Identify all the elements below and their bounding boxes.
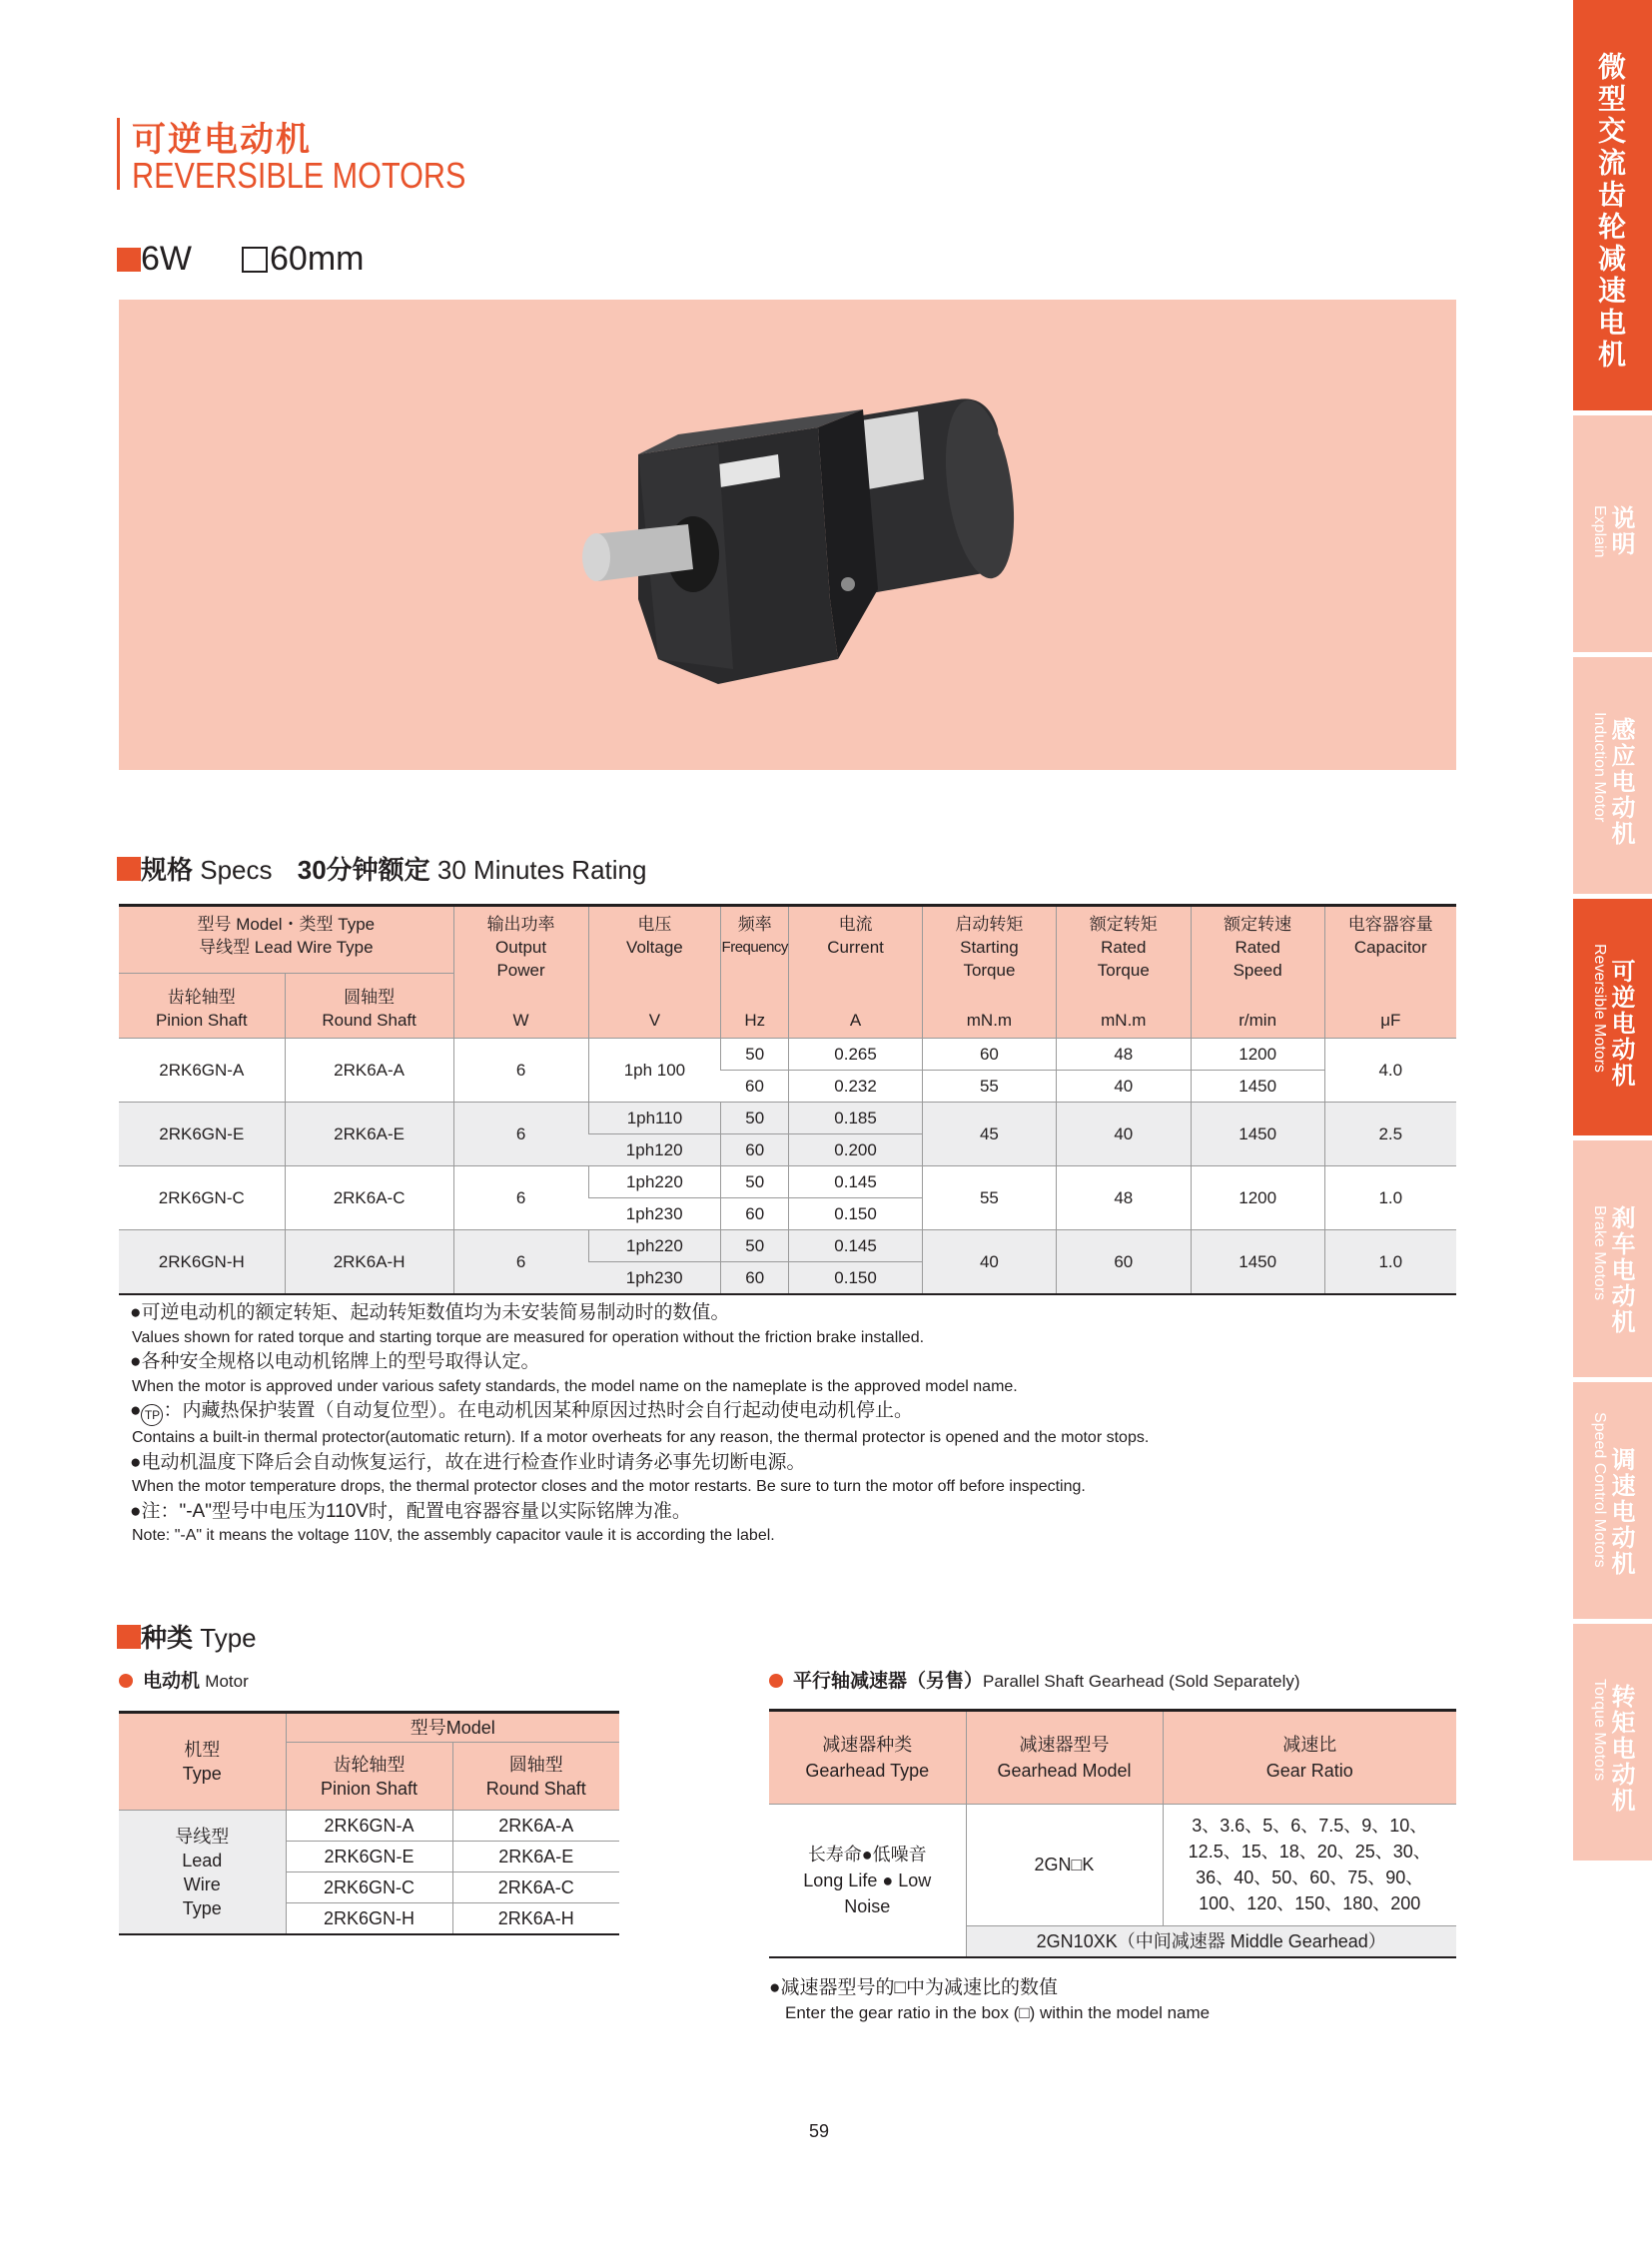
table-cell: 1ph220 [588,1230,721,1262]
table-cell: 60 [721,1134,789,1166]
side-tab-explain[interactable]: 说明 Explain [1573,415,1652,652]
table-cell: 48 [1056,1166,1191,1230]
note-en: When the motor temperature drops, the thermal protector closes and the motor restarts. Be sure to turn the motor off before inspecting. [132,1478,1086,1495]
header-starting-torque: 启动转矩 Starting Torque mN.m [923,906,1057,1039]
table-cell: 2RK6A-C [285,1166,453,1230]
frame-size: 60mm [270,240,365,278]
note-cn: ●减速器型号的□中为减速比的数值 [769,1977,1058,1998]
table-cell: 50 [721,1230,789,1262]
power-rating: 6W [141,240,192,278]
note-cn: ●电动机温度下降后会自动恢复运行，故在进行检查作业时请务必事先切断电源。 [130,1451,806,1473]
header-pinion-shaft: 齿轮轴型 Pinion Shaft [286,1743,452,1811]
table-cell: 0.265 [789,1039,923,1071]
motor-type-table [119,1711,619,1935]
table-cell: 2RK6GN-H [119,1230,285,1295]
table-cell: 0.200 [789,1134,923,1166]
table-cell: 60 [923,1039,1057,1071]
gearhead-note [769,1975,1210,2025]
spec-line [117,240,364,279]
header-rated-speed: 额定转速 Rated Speed r/min [1191,906,1324,1039]
table-cell: 4.0 [1324,1039,1456,1103]
table-cell: 1450 [1191,1071,1324,1103]
table-cell: 40 [923,1230,1057,1295]
table-cell: 1.0 [1324,1166,1456,1230]
table-cell: 0.185 [789,1103,923,1134]
table-cell: 0.150 [789,1262,923,1295]
product-photo-panel [119,300,1456,770]
table-cell: 2RK6GN-E [119,1103,285,1166]
note-en: Contains a built-in thermal protector(automatic return). If a motor overheats for any reason, the thermal protector is opened and the motor stops. [132,1429,1150,1446]
specs-table [119,904,1456,1295]
table-cell: 2RK6GN-H [286,1903,452,1935]
specs-heading: 规格 Specs 30分钟额定 30 Minutes Rating [117,850,646,887]
note-en: Enter the gear ratio in the box (□) within the model name [785,2003,1211,2022]
table-cell: 45 [923,1103,1057,1166]
title-accent-bar [117,118,120,190]
table-cell: 1ph230 [588,1198,721,1230]
header-model: 型号 Model・类型 Type 导线型 Lead Wire Type [119,906,453,974]
table-cell: 55 [923,1071,1057,1103]
table-cell: 40 [1056,1071,1191,1103]
table-cell: 50 [721,1103,789,1134]
header-rated-torque: 额定转矩 Rated Torque mN.m [1056,906,1191,1039]
table-cell: 1ph 100 [588,1039,721,1103]
thermal-protector-icon: TP [141,1404,163,1426]
table-cell: 2RK6A-H [452,1903,619,1935]
note-en: Note: "-A" it means the voltage 110V, the assembly capacitor vaule it is according the label. [132,1527,775,1544]
gearhead-model-cell: 2GN□K [966,1805,1163,1926]
table-cell: 6 [453,1166,588,1230]
table-cell: 60 [721,1198,789,1230]
table-cell: 50 [721,1039,789,1071]
table-cell: 2RK6GN-C [286,1872,452,1903]
table-cell: 1450 [1191,1230,1324,1295]
header-capacitor: 电容器容量 Capacitor μF [1324,906,1456,1039]
header-model: 型号Model [286,1713,619,1743]
gear-ratio-cell: 3、3.6、5、6、7.5、9、10、 12.5、15、18、20、25、30、 36、40、50、60、75、90、 100、120、150、180、200 [1163,1805,1456,1926]
table-cell: 48 [1056,1039,1191,1071]
gearhead-type-cell: 长寿命●低噪音 Long Life ● Low Noise [769,1805,966,1958]
note-cn: ●各种安全规格以电动机铭牌上的型号取得认定。 [130,1351,540,1372]
table-cell: 0.145 [789,1166,923,1198]
note-en: When the motor is approved under various safety standards, the model name on the nameplate is the approved model name. [132,1377,1018,1395]
motor-subheading: 电动机 Motor [119,1666,249,1693]
page-title-en: REVERSIBLE MOTORS [132,155,466,196]
square-bullet-icon [117,248,141,272]
side-tab-induction-motor[interactable]: 感应电动机 Induction Motor [1573,657,1652,894]
table-cell: 1200 [1191,1166,1324,1230]
rating-cn: 30分钟额定 [297,855,430,885]
note-cn: ●注："-A"型号中电压为110V时，配置电容器容量以实际铭牌为准。 [130,1500,691,1522]
table-cell: 1ph120 [588,1134,721,1166]
table-cell: 2RK6A-A [452,1811,619,1842]
table-cell: 0.145 [789,1230,923,1262]
rating-en: 30 Minutes Rating [436,855,647,885]
square-bullet-icon [117,1625,141,1649]
header-gear-ratio: 减速比 Gear Ratio [1163,1711,1456,1805]
table-cell: 2RK6GN-A [119,1039,285,1103]
header-gearhead-model: 减速器型号 Gearhead Model [966,1711,1163,1805]
side-tab-reversible-motors[interactable]: 可逆电动机 Reversible Motors [1573,899,1652,1135]
middle-gearhead-cell: 2GN10XK（中间减速器 Middle Gearhead） [966,1925,1456,1957]
table-cell: 1450 [1191,1103,1324,1166]
header-pinion-shaft: 齿轮轴型 Pinion Shaft [119,974,285,1039]
table-cell: 60 [1056,1230,1191,1295]
gearhead-subheading: 平行轴减速器（另售）Parallel Shaft Gearhead (Sold Separately) [769,1666,1300,1693]
table-cell: 2RK6A-E [452,1842,619,1872]
table-cell: 2RK6A-A [285,1039,453,1103]
header-power: 输出功率 Output Power W [453,906,588,1039]
dot-bullet-icon [769,1674,783,1688]
table-cell: 50 [721,1166,789,1198]
header-round-shaft: 圆轴型 Round Shaft [452,1743,619,1811]
square-bullet-icon [117,857,141,881]
table-cell: 0.232 [789,1071,923,1103]
page-number: 59 [809,2121,830,2141]
note-cn: ●可逆电动机的额定转矩、起动转矩数值均为未安装简易制动时的数值。 [130,1302,730,1323]
header-type: 机型 Type [119,1713,286,1811]
table-cell: 1200 [1191,1039,1324,1071]
header-round-shaft: 圆轴型 Round Shaft [285,974,453,1039]
table-cell: 1ph220 [588,1166,721,1198]
header-gearhead-type: 减速器种类 Gearhead Type [769,1711,966,1805]
gearhead-table [769,1709,1456,1958]
table-cell: 2RK6A-E [285,1103,453,1166]
table-cell: 6 [453,1230,588,1295]
note-en: Values shown for rated torque and starting torque are measured for operation without the friction brake installed. [132,1328,925,1346]
table-cell: 1ph230 [588,1262,721,1295]
header-current: 电流 Current A [789,906,923,1039]
table-cell: 2RK6GN-C [119,1166,285,1230]
type-cell: 导线型 Lead Wire Type [119,1811,286,1935]
table-cell: 2RK6GN-A [286,1811,452,1842]
table-cell: 1.0 [1324,1230,1456,1295]
gear-motor-image [119,300,1456,770]
page-title-cn: 可逆电动机 [132,121,312,159]
side-tab-brake-motors[interactable]: 刹车电动机 Brake Motors [1573,1140,1652,1377]
table-cell: 55 [923,1166,1057,1230]
side-tab-main[interactable]: 微型交流齿轮减速电机 [1573,0,1652,410]
table-cell: 2.5 [1324,1103,1456,1166]
table-cell: 2RK6GN-E [286,1842,452,1872]
square-outline-icon [242,247,268,273]
note-cn: ● TP ：内藏热保护装置（自动复位型）。在电动机因某种原因过热时会自行起动使电动机停止。 [130,1399,1149,1426]
table-cell: 40 [1056,1103,1191,1166]
side-tab-torque-motors[interactable]: 转矩电动机 Torque Motors [1573,1624,1652,1861]
table-cell: 2RK6A-H [285,1230,453,1295]
table-cell: 6 [453,1103,588,1166]
table-cell: 2RK6A-C [452,1872,619,1903]
type-heading: 种类 Type [117,1618,257,1655]
table-cell: 0.150 [789,1198,923,1230]
side-tab-speed-control-motors[interactable]: 调速电动机 Speed Control Motors [1573,1382,1652,1619]
table-cell: 60 [721,1262,789,1295]
notes [130,1301,1149,1549]
dot-bullet-icon [119,1674,133,1688]
header-frequency: 频率 Frequency Hz [721,906,789,1039]
header-voltage: 电压 Voltage V [588,906,721,1039]
table-cell: 1ph110 [588,1103,721,1134]
table-cell: 60 [721,1071,789,1103]
table-cell: 6 [453,1039,588,1103]
